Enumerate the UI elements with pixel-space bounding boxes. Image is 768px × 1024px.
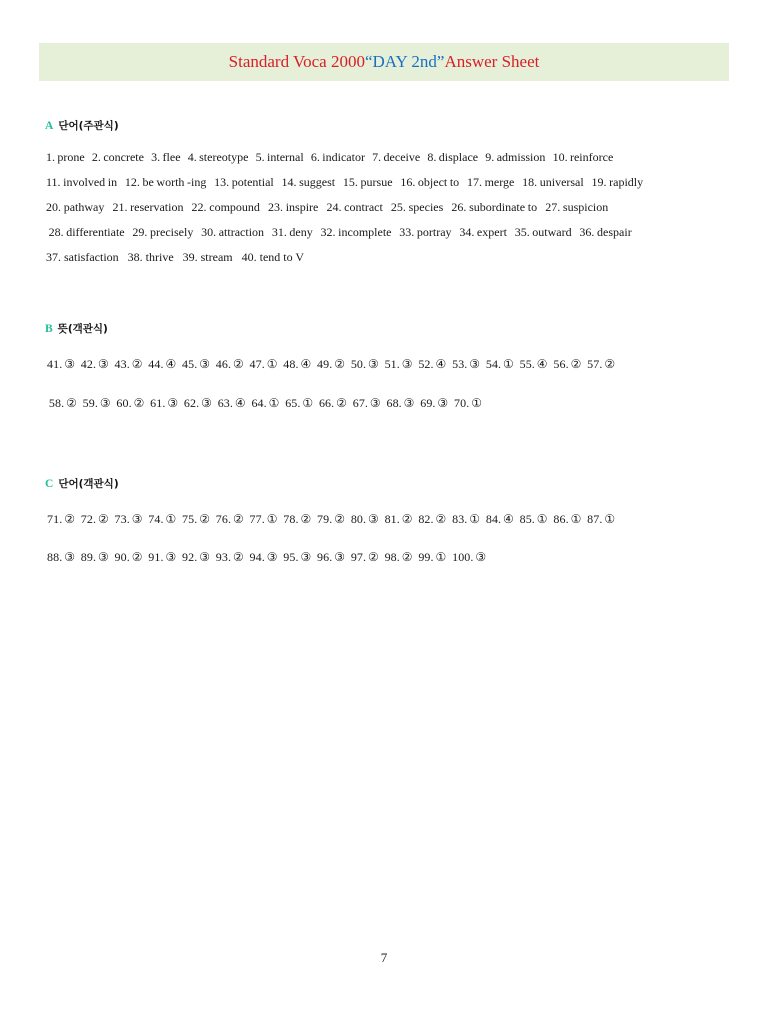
section-b-heading — [45, 321, 108, 336]
title-text-end: Answer Sheet — [444, 52, 540, 71]
section-b-line-2: 58. ② 59. ③ 60. ② 61. ③ 62. ③ 63. ④ 64. ① 65. ① 66. ② 67. ③ 68. ③ 69. ③ 70. ① — [47, 396, 483, 410]
section-a-line-5: 37. satisfaction 38. thrive 39. stream 40. tend to V — [46, 250, 305, 264]
title-day-highlight: “DAY 2nd” — [364, 52, 445, 71]
section-c-line-2: 88. ③ 89. ③ 90. ② 91. ③ 92. ③ 93. ② 94. ③ 95. ③ 96. ③ 97. ② 98. ② 99. ① 100. ③ — [47, 550, 487, 564]
section-c-label: 단어(객관식) — [58, 478, 119, 490]
section-b-letter: B — [45, 323, 53, 335]
section-c-heading — [45, 476, 119, 491]
section-a-line-4: 28. differentiate 29. precisely 30. attraction 31. deny 32. incomplete 33. portray 34. expert 35. outward 36. despair — [46, 225, 632, 239]
section-a-line-2: 11. involved in 12. be worth -ing 13. potential 14. suggest 15. pursue 16. object to 17. merge 18. universal 19. rapidly — [46, 175, 644, 189]
answer-sheet-title — [39, 43, 729, 81]
section-a-letter: A — [45, 120, 54, 132]
section-a-heading — [45, 118, 119, 133]
section-c-letter: C — [45, 478, 54, 490]
page-number: 7 — [380, 950, 388, 965]
section-c-line-1: 71. ② 72. ② 73. ③ 74. ① 75. ② 76. ② 77. ① 78. ② 79. ② 80. ③ 81. ② 82. ② 83. ① 84. ④ 85. ① 86. ① 87. ① — [47, 512, 616, 526]
section-b-line-1: 41. ③ 42. ③ 43. ② 44. ④ 45. ③ 46. ② 47. ① 48. ④ 49. ② 50. ③ 51. ③ 52. ④ 53. ③ 54. ① 55. ④ 56. ② 57. ② — [47, 357, 616, 371]
section-a-label: 단어(주관식) — [58, 120, 119, 132]
section-a-line-1: 1. prone 2. concrete 3. flee 4. stereotype 5. internal 6. indicator 7. deceive 8. displace 9. admission 10. reinforce — [46, 150, 614, 164]
section-a-line-3: 20. pathway 21. reservation 22. compound 23. inspire 24. contract 25. species 26. subordinate to 27. suspicion — [46, 200, 609, 214]
title-text: Standard Voca 2000 — [228, 52, 365, 71]
section-b-label: 뜻(객관식) — [57, 323, 108, 335]
